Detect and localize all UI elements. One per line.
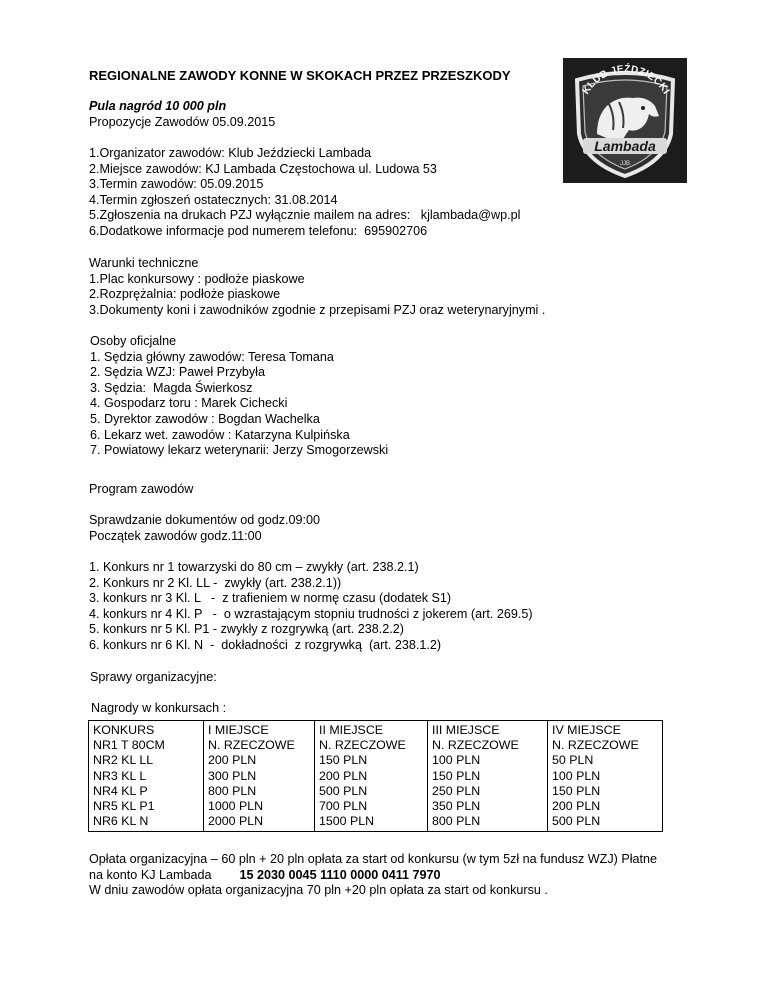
cell-value: N. RZECZOWE xyxy=(208,738,295,753)
column-header: IV MIEJSCE xyxy=(552,723,621,737)
list-item: 3. Sędzia: Magda Świerkosz xyxy=(90,380,253,395)
table-cell xyxy=(428,721,548,832)
row-label: NR5 KL P1 xyxy=(93,799,155,814)
program-heading: Program zawodów xyxy=(89,482,194,496)
general-info-list xyxy=(89,146,520,240)
list-item: 5. Dyrektor zawodów : Bogdan Wachelka xyxy=(90,411,320,426)
logo-name: Lambada xyxy=(594,138,656,154)
cell-value: 500 PLN xyxy=(552,814,601,829)
list-item: 5.Zgłoszenia na drukach PZJ wyłącznie mailem na adres: kjlambada@wp.pl xyxy=(89,208,521,223)
cell-value: 700 PLN xyxy=(319,799,368,814)
proposals-date: Propozycje Zawodów 05.09.2015 xyxy=(89,114,276,129)
club-logo xyxy=(563,58,687,183)
prize-pool-block xyxy=(89,99,275,130)
fee-line xyxy=(89,868,709,884)
table-cell xyxy=(204,721,315,832)
cell-value: 200 PLN xyxy=(319,768,368,783)
cell-value: N. RZECZOWE xyxy=(432,738,519,753)
column-header: III MIEJSCE xyxy=(432,723,500,737)
list-item: 6. Lekarz wet. zawodów : Katarzyna Kulpińska xyxy=(90,427,350,442)
cell-value: 2000 PLN xyxy=(208,814,264,829)
logo-small-text: JJB xyxy=(619,161,631,167)
cell-value: 500 PLN xyxy=(319,783,368,798)
list-item: 2. Konkurs nr 2 Kl. LL - zwykły (art. 238.2.1)) xyxy=(89,575,342,590)
document-title: REGIONALNE ZAWODY KONNE W SKOKACH PRZEZ PRZESZKODY xyxy=(89,68,511,83)
cell-value: 800 PLN xyxy=(208,783,257,798)
row-label: NR2 KL LL xyxy=(93,753,154,768)
list-item: 6.Dodatkowe informacje pod numerem telefonu: 695902706 xyxy=(89,223,428,238)
column-header: KONKURS xyxy=(93,723,155,737)
row-label: NR3 KL L xyxy=(93,768,147,783)
list-item: 4.Termin zgłoszeń ostatecznych: 31.08.2014 xyxy=(89,192,338,207)
cell-value: 250 PLN xyxy=(432,783,481,798)
list-item: 4. Gospodarz toru : Marek Cichecki xyxy=(90,396,288,411)
list-item: 3. konkurs nr 3 Kl. L - z trafieniem w normę czasu (dodatek S1) xyxy=(89,591,452,606)
cell-value: 150 PLN xyxy=(319,753,368,768)
cell-value: 100 PLN xyxy=(432,753,481,768)
cell-value: 350 PLN xyxy=(432,799,481,814)
officials-section xyxy=(90,334,388,459)
cell-value: 1000 PLN xyxy=(208,799,264,814)
cell-value: 50 PLN xyxy=(552,753,594,768)
prize-pool: Pula nagród 10 000 pln xyxy=(89,99,227,113)
list-item: Początek zawodów godz.11:00 xyxy=(89,528,262,543)
column-header: I MIEJSCE xyxy=(208,723,269,737)
cell-value: 100 PLN xyxy=(552,768,601,783)
list-item: 2.Rozprężalnia: podłoże piaskowe xyxy=(89,287,281,302)
logo-arc-text: KLUB JEŹDZIECKI xyxy=(580,63,672,97)
table-cell xyxy=(315,721,428,832)
fee-line: W dniu zawodów opłata organizacyjna 70 pln +20 pln opłata za start od konkursu . xyxy=(89,883,548,898)
list-item: 4. konkurs nr 4 Kl. P - o wzrastającym stopniu trudności z jokerem (art. 269.5) xyxy=(89,606,533,621)
list-item: 6. konkurs nr 6 Kl. N - dokładności z rozgrywką (art. 238.1.2) xyxy=(89,637,442,652)
cell-value: 300 PLN xyxy=(208,768,257,783)
prizes-heading: Nagrody w konkursach : xyxy=(91,701,227,715)
cell-value: 200 PLN xyxy=(208,753,257,768)
cell-value: 150 PLN xyxy=(432,768,481,783)
list-item: 1. Konkurs nr 1 towarzyski do 80 cm – zwykły (art. 238.2.1) xyxy=(89,560,419,574)
list-item: 2.Miejsce zawodów: KJ Lambada Częstochowa ul. Ludowa 53 xyxy=(89,161,437,176)
table-cell xyxy=(548,721,663,832)
list-item: 2. Sędzia WZJ: Paweł Przybyła xyxy=(90,365,265,380)
program-times xyxy=(89,513,320,544)
list-item: 1. Sędzia główny zawodów: Teresa Tomana xyxy=(90,349,334,364)
cell-value: 800 PLN xyxy=(432,814,481,829)
list-item: 7. Powiatowy lekarz weterynarii: Jerzy Smogorzewski xyxy=(90,443,389,458)
row-label: NR1 T 80CM xyxy=(93,738,165,753)
section-heading: Warunki techniczne xyxy=(89,256,199,270)
cell-value: N. RZECZOWE xyxy=(552,738,639,753)
fee-line: Opłata organizacyjna – 60 pln + 20 pln opłata za start od konkursu (w tym 5zł na fundusz WZJ) Płatne xyxy=(89,852,658,866)
cell-value: N. RZECZOWE xyxy=(319,738,406,753)
cell-value: 150 PLN xyxy=(552,783,601,798)
list-item: 1.Organizator zawodów: Klub Jeździecki Lambada xyxy=(89,146,372,160)
horse-shield-icon xyxy=(563,58,687,183)
list-item: 1.Plac konkursowy : podłoże piaskowe xyxy=(89,271,305,286)
list-item: 3.Termin zawodów: 05.09.2015 xyxy=(89,177,264,192)
row-label: NR6 KL N xyxy=(93,814,149,829)
row-label: NR4 KL P xyxy=(93,783,148,798)
section-heading: Osoby oficjalne xyxy=(90,334,177,348)
prize-table xyxy=(88,720,663,832)
list-item: 3.Dokumenty koni i zawodników zgodnie z przepisami PZJ oraz weterynaryjnymi . xyxy=(89,302,546,317)
column-header: II MIEJSCE xyxy=(319,723,384,737)
table-row xyxy=(89,721,663,832)
technical-section xyxy=(89,256,545,318)
list-item: Sprawdzanie dokumentów od godz.09:00 xyxy=(89,513,321,527)
cell-value: 1500 PLN xyxy=(319,814,375,829)
fees-section xyxy=(89,852,709,899)
competitions-list xyxy=(89,560,533,654)
organizational-heading: Sprawy organizacyjne: xyxy=(90,670,217,684)
cell-value: 200 PLN xyxy=(552,799,601,814)
bank-account-number: 15 2030 0045 1110 0000 0411 7970 xyxy=(239,867,441,882)
fee-account-label: na konto KJ Lambada xyxy=(89,867,240,882)
list-item: 5. konkurs nr 5 Kl. P1 - zwykły z rozgrywką (art. 238.2.2) xyxy=(89,622,404,637)
table-cell xyxy=(89,721,204,832)
